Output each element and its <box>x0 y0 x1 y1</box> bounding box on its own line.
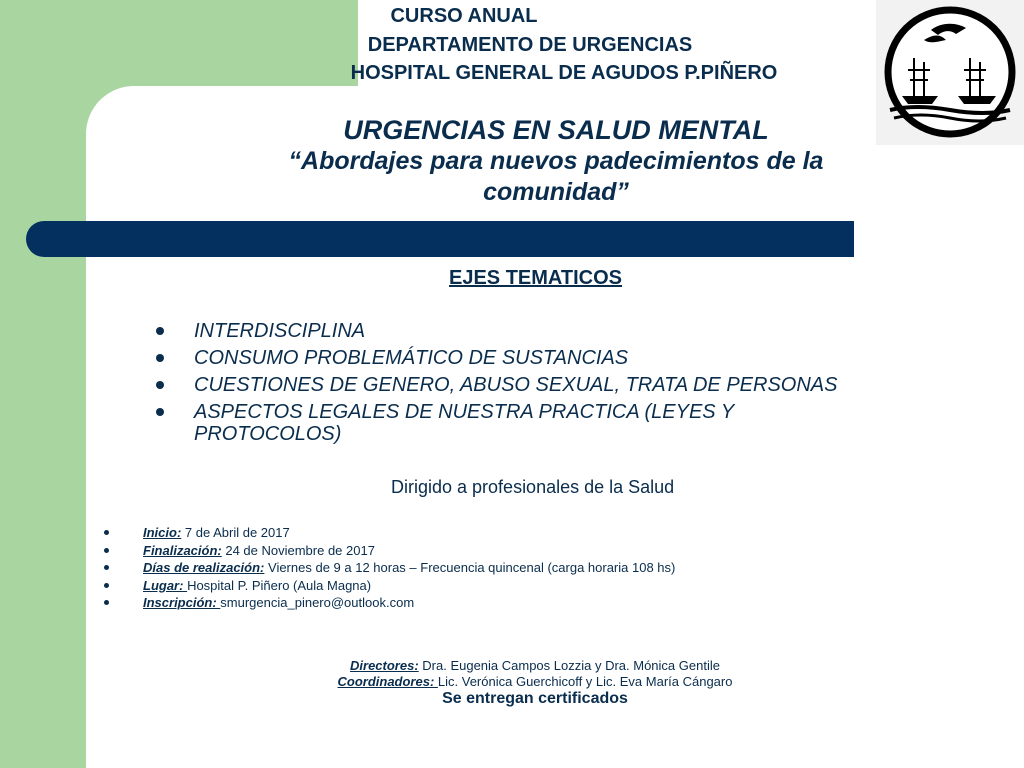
bullet-icon <box>104 548 109 553</box>
bullet-icon <box>104 600 109 605</box>
detail-start <box>103 524 675 542</box>
certificates-note: Se entregan certificados <box>442 690 628 707</box>
directors-label: Directores: <box>350 658 419 673</box>
detail-location <box>103 577 675 595</box>
bullet-icon <box>104 565 109 570</box>
detail-value: 24 de Noviembre de 2017 <box>221 542 375 558</box>
list-item <box>152 401 872 445</box>
thematic-axes-list <box>152 320 872 450</box>
directors-value: Dra. Eugenia Campos Lozzia y Dra. Mónica Gentile <box>418 658 720 673</box>
axis-text: ASPECTOS LEGALES DE NUESTRA PRACTICA (LEYES Y PROTOCOLOS) <box>194 401 734 445</box>
list-item <box>152 374 872 396</box>
bullet-icon <box>156 381 164 389</box>
coordinators-label: Coordinadores: <box>337 674 438 689</box>
coordinators-value: Lic. Verónica Guerchicoff y Lic. Eva María Cángaro <box>437 674 733 689</box>
bullet-icon <box>156 408 164 416</box>
detail-end <box>103 542 675 560</box>
coordinators-line <box>250 674 820 689</box>
audience-text: Dirigido a profesionales de la Salud <box>391 477 675 497</box>
detail-label: Finalización: <box>143 542 222 558</box>
course-label: CURSO ANUAL <box>390 5 538 27</box>
course-details-list <box>103 524 675 612</box>
department-name: DEPARTAMENTO DE URGENCIAS <box>367 34 693 56</box>
detail-value: 7 de Abril de 2017 <box>181 525 290 540</box>
bullet-icon <box>104 583 109 588</box>
course-subtitle: “Abordajes para nuevos padecimientos de la comunidad” <box>288 147 824 206</box>
detail-label: Inicio: <box>143 525 182 540</box>
ejes-heading: EJES TEMATICOS <box>449 267 622 289</box>
registration-email-link[interactable]: smurgencia_pinero@outlook.com <box>220 595 415 610</box>
axis-text: INTERDISCIPLINA <box>194 320 366 342</box>
detail-label: Días de realización: <box>143 560 265 575</box>
list-item <box>152 320 872 342</box>
bullet-icon <box>104 530 109 535</box>
axis-text: CONSUMO PROBLEMÁTICO DE SUSTANCIAS <box>194 347 629 369</box>
detail-label: Lugar: <box>143 577 188 593</box>
detail-value: Hospital P. Piñero (Aula Magna) <box>187 577 372 593</box>
detail-value: Viernes de 9 a 12 horas – Frecuencia quincenal (carga horaria 108 hs) <box>264 560 676 575</box>
detail-schedule <box>103 559 675 577</box>
bullet-icon <box>156 354 164 362</box>
hospital-name: HOSPITAL GENERAL DE AGUDOS P.PIÑERO <box>350 62 778 84</box>
bullet-icon <box>156 327 164 335</box>
detail-label: Inscripción: <box>143 595 221 610</box>
directors-line <box>250 658 820 673</box>
list-item <box>152 347 872 369</box>
course-title: URGENCIAS EN SALUD MENTAL <box>343 115 769 145</box>
navy-divider-bar <box>26 221 854 257</box>
detail-registration <box>103 594 675 612</box>
axis-text: CUESTIONES DE GENERO, ABUSO SEXUAL, TRATA DE PERSONAS <box>194 374 838 396</box>
